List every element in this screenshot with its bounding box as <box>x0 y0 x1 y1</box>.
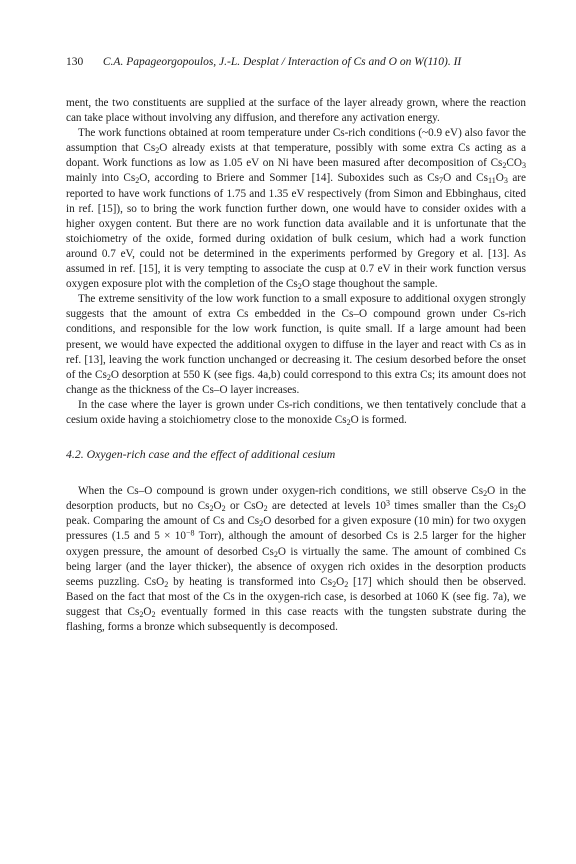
text-run: In the case where the layer is grown under Cs-rich conditions, we then tentatively conclude that a cesium oxide having a stoichiometry close to the monoxide Cs <box>66 398 526 426</box>
text-run: ment, the two constituents are supplied at the surface of the layer already grown, where the reaction can take place without involving any diffusion, and therefore any activation energy. <box>66 97 526 125</box>
page-header <box>66 56 526 68</box>
text-run: O <box>213 500 222 513</box>
text-run: Torr), although the amount of desorbed Cs is 2.5 larger for the higher oxygen pressure, the amount of desorbed Cs <box>66 530 526 558</box>
superscript: −8 <box>185 528 195 538</box>
subscript: 2 <box>263 504 268 514</box>
paragraph-p3 <box>66 292 526 398</box>
paragraph-p5 <box>66 484 526 635</box>
text-run: O peak. Comparing the amount of Cs and Cs <box>66 500 526 528</box>
paragraph-group-after <box>66 484 526 635</box>
subscript: 2 <box>513 504 518 514</box>
text-run: are detected at levels 10 <box>267 500 386 513</box>
article-body <box>66 96 526 635</box>
subscript: 2 <box>135 176 140 186</box>
text-run: CO <box>506 157 522 170</box>
text-run: O <box>143 605 152 618</box>
text-run: O <box>336 575 345 588</box>
subscript: 2 <box>344 579 349 589</box>
subscript: 2 <box>332 579 337 589</box>
paragraph-p2 <box>66 126 526 292</box>
text-run: are reported to have work functions of 1.75 and 1.35 eV respectively (from Simon and Ebbinghaus, cited in ref. [15]), so to bring the work function further down, one would have to consider oxides with a higher oxygen content. But there are no work function data available and it is unfortunate that the stoichiometry of the oxide, formed during oxidation of bulk cesium, which had a work function around 0.7 eV, could not be determined in the experiments performed by Gregory et al. [13]. As assumed in ref. [15], it is very tempting to associate the cusp at 0.7 eV in their work function versus oxygen exposure plot with the completion of the Cs <box>66 172 526 291</box>
text-run: O, according to Briere and Sommer [14]. Suboxides such as Cs <box>139 172 440 185</box>
subscript: 2 <box>151 609 156 619</box>
subscript: 2 <box>259 519 264 529</box>
subscript: 11 <box>488 176 496 186</box>
text-run: O desorbed for a given exposure (10 min) for two oxygen pressures (1.5 and 5 × 10 <box>66 515 526 543</box>
subscript: 2 <box>273 549 278 559</box>
superscript: 3 <box>385 498 390 508</box>
paragraph-p4 <box>66 398 526 428</box>
subscript: 2 <box>346 417 351 427</box>
subscript: 2 <box>209 504 214 514</box>
page-number: 130 <box>66 56 84 68</box>
subscript: 2 <box>164 579 169 589</box>
subscript: 2 <box>297 282 302 292</box>
paragraph-group-before <box>66 96 526 428</box>
text-run: [17] which should then be observed. Based on the fact that most of the Cs in the oxygen-rich case, is desorbed at 1060 K (see fig. 7a), we suggest that Cs <box>66 575 526 618</box>
subscript: 2 <box>221 504 226 514</box>
text-run: eventually formed in this case reacts with the tungsten substrate during the flashing, forms a bronze which subsequently is decomposed. <box>66 605 527 633</box>
subscript: 2 <box>502 161 507 171</box>
text-run: by heating is transformed into Cs <box>168 575 333 588</box>
subscript: 7 <box>439 176 444 186</box>
text-run: O in the desorption products, but no Cs <box>66 485 527 513</box>
text-run: O is formed. <box>350 413 407 426</box>
text-run: O and Cs <box>443 172 488 185</box>
text-run: times smaller than the Cs <box>389 500 514 513</box>
text-run: or CsO <box>225 500 264 513</box>
text-run: The work functions obtained at room temperature under Cs-rich conditions (~0.9 eV) also favor the assumption that Cs <box>66 127 526 155</box>
text-run: The extreme sensitivity of the low work function to a small exposure to additional oxygen strongly suggests that the amount of extra Cs embedded in the Cs–O compound grown under Cs-rich conditions, and responsible for the low work function, is quite small. If a large amount had been present, we would have expected the additional oxygen to diffuse in the layer and react with Cs as in ref. [13], leaving the work function unchanged or decreasing it. The cesium desorbed before the onset of the Cs <box>66 293 526 381</box>
text-run: When the Cs–O compound is grown under oxygen-rich conditions, we still observe Cs <box>78 485 484 498</box>
text-run: O stage thoughout the sample. <box>301 278 438 291</box>
paragraph-p1 <box>66 96 526 126</box>
subscript: 3 <box>503 176 508 186</box>
running-title: C.A. Papageorgopoulos, J.-L. Desplat / Interaction of Cs and O on W(110). II <box>102 56 462 68</box>
subscript: 2 <box>483 489 488 499</box>
text-run: O <box>495 172 504 185</box>
section-heading: 4.2. Oxygen-rich case and the effect of additional cesium <box>66 447 336 462</box>
text-run: O is virtually the same. The amount of combined Cs being larger (and the layer thicker), the absence of oxygen rich oxides in the desorption products seems puzzling. CsO <box>66 545 526 588</box>
text-run: mainly into Cs <box>66 172 136 185</box>
subscript: 2 <box>155 146 160 156</box>
subscript: 2 <box>139 609 144 619</box>
subscript: 3 <box>521 161 526 171</box>
text-run: O desorption at 550 K (see figs. 4a,b) could correspond to this extra Cs; its amount does not change as the thickness of the Cs–O layer increases. <box>66 368 526 396</box>
subscript: 2 <box>106 372 111 382</box>
text-run: O already exists at that temperature, possibly with some extra Cs acting as a dopant. Work functions as low as 1.05 eV on Ni have been masured after decomposition of Cs <box>66 142 526 170</box>
